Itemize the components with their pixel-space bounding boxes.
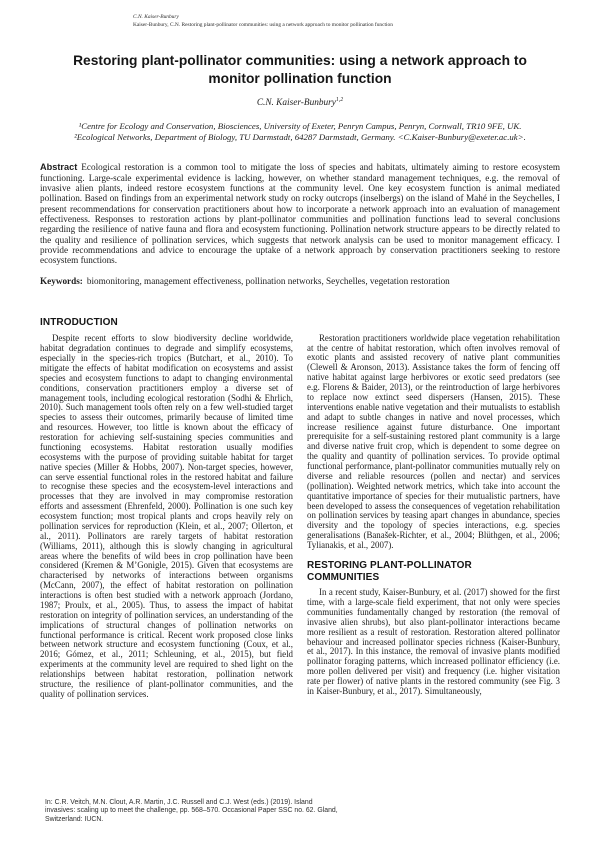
author-name: C.N. Kaiser-Bunbury	[256, 98, 336, 109]
citation-footer: In: C.R. Veitch, M.N. Clout, A.R. Martin, J.C. Russell and C.J. West (eds.) (2019). Island invasives: scaling up to meet the challenge, pp. 568–570. Occasional Paper SSC no. 62. Gland, Switzerland: IUCN.	[45, 799, 338, 823]
author-affiliation-marks: 1,2	[335, 97, 344, 103]
keywords-line	[40, 276, 560, 286]
author-line	[0, 97, 600, 108]
running-head-citation: Kaiser-Bunbury, C.N. Restoring plant-pollinator communities: using a network approach to monitor pollination function	[133, 22, 393, 29]
abstract-paragraph	[40, 162, 560, 265]
section-heading-introduction: INTRODUCTION	[40, 316, 118, 328]
right-column	[307, 317, 560, 700]
abstract-text: Ecological restoration is a common tool to mitigate the loss of species and habitats, ultimately aiming to restore ecosystem functioning. Large-scale experimental evidence is lacking, however, on whether standard management techniques, e.g. the removal of invasive alien plants, indeed restore ecosystem functions at the community level. One key ecosystem function is animal mediated pollination. Based on findings from an experimental network study on rocky outcrops (inselbergs) on the island of Mahé in the Seychelles, I present recommendations for conservation practitioners about how to incorporate a network approach into an evaluation of management effectiveness. Responses to restoration actions by plant-pollinator communities and pollination functions lead to several conclusions regarding the resilience of native fauna and flora and ecosystem functioning. Pollination network structure appears to be directly related to the quality and resilience of pollination services, which suggests that network analysis can be used to monitor management efficacy. I provide recommendations and advice to encourage the uptake of a network approach by conservation practitioners seeking to restore ecosystem functions.	[40, 162, 560, 266]
keywords-label: Keywords:	[40, 275, 83, 286]
running-head	[133, 13, 393, 30]
keywords-text: biomonitoring, management effectiveness, pollination networks, Seychelles, vegetation restoration	[86, 275, 450, 286]
two-column-body	[40, 317, 560, 700]
introduction-paragraph-1: Despite recent efforts to slow biodiversity decline worldwide, habitat degradation continues to degrade and simplify ecosystems, especially in the species-rich tropics (Butchart, et al., 2010). To mitigate the effects of habitat modification on ecosystems and assist species and ecosystem functions to adapt to changing environmental conditions, conservation practitioners employ a diverse set of management tools, including ecological restoration (Sodhi & Ehrlich, 2010). Such management tools often rely on a few well-studied target species to assess their outcomes, primarily because of limited time and resources. However, too little is known about the efficacy of restoration for achieving self-sustaining species communities and functioning ecosystems. Habitat restoration usually modifies ecosystems with the purpose of providing suitable habitat for target native species (Miller & Hobbs, 2007). Non-target species, however, can serve essential functional roles in the restored habitat and failure to recognise these species and the ecosystem-level interactions and processes that they are involved in may compromise restoration efforts and assessment (Ehrenfeld, 2000). Pollination is one such key ecosystem function; most tropical plants and crops heavily rely on pollination services for reproduction (Klein, et al., 2007; Ollerton, et al., 2011). Pollinators are rarely targets of habitat restoration (Williams, 2011), although this is slowly changing in agricultural areas where the benefits of wild bees in crop pollination have been considered (Kremen & M’Gonigle, 2015). Given that ecosystems are characterised by networks of interactions between organisms (McCann, 2007), the effect of habitat restoration on pollination interactions is often best studied with a network approach (Jordano, 1987; Proulx, et al., 2005). Thus, to assess the impact of habitat restoration on integrity of pollination services, an understanding of the implications of structural changes of pollination networks on functional performance is critical. Recent work proposed close links between network structure and ecosystem functioning (Coux, et al., 2016; Gómez, et al., 2011; Schleuning, et al., 2015), but field experiments at the community level are required to shed light on the relationships between habitat restoration, pollination network structure, the resilience of plant-pollinator communities, and the quality of pollination services.	[40, 333, 293, 699]
page-title: Restoring plant-pollinator communities: using a network approach to monitor pollination function	[73, 53, 527, 86]
introduction-paragraph-2: Restoration practitioners worldwide place vegetation rehabilitation at the centre of habitat restoration, which often involves removal of exotic plants and assisted recovery of native plant communities (Clewell & Aronson, 2013). Assistance takes the form of fencing off native habitat against large herbivores or exotic seed predators (see e.g. Florens & Baider, 2013), or the reintroduction of large herbivores to replace now extinct seed dispersers (Hansen, 2015). These interventions enable native vegetation and their mutualists to establish and adapt to subtle changes in native and novel processes, which increase resilience against future disturbance. One important prerequisite for a self-sustaining restored plant community is a large and diverse native fruit crop, which is dependent to some degree on the quality and quantity of pollination services. To provide optimal functional performance, plant-pollinator communities mutually rely on diverse and reliable resources (pollen and nectar) and services (pollination). Weighted network metrics, which take into account the quantitative importance of species for their mutualistic partners, have been developed to assess the consequences of vegetation rehabilitation on pollination services by teasing apart changes in abundance, species diversity and the topology of species interactions, e.g. species generalisations (Banašek-Richter, et al., 2004; Blüthgen, et al., 2006; Tylianakis, et al., 2007).	[307, 332, 560, 551]
section-heading-restoring-communities: RESTORING PLANT-POLLINATOR COMMUNITIES	[307, 559, 472, 583]
restoring-paragraph-1: In a recent study, Kaiser-Bunbury, et al. (2017) showed for the first time, with a large-scale field experiment, that not only were species communities fundamentally changed by restoration (the removal of invasive alien shrubs), but also plant-pollinator interactions became more resilient as a result of restoration. Restoration altered pollinator behaviour and increased pollinator species richness (Kaiser-Bunbury, et al., 2017). In this instance, the removal of invasive plants modified pollinator foraging patterns, which increased pollinator efficiency (i.e. more pollen delivered per visit) and frequency (i.e. higher visitation rate per flower) of native plants in the restored community (see Fig. 3 in Kaiser-Bunbury, et al., 2017). Simultaneously,	[307, 587, 560, 696]
running-head-author: C.N. Kaiser-Bunbury	[133, 14, 179, 20]
left-column	[40, 317, 293, 700]
abstract-label: Abstract	[40, 162, 78, 173]
affiliation-block: ¹Centre for Ecology and Conservation, Biosciences, University of Exeter, Penryn Campus, Penryn, Cornwall, TR10 9FE, UK. ²Ecological Networks, Department of Biology, TU Darmstadt, 64287 Darmstadt, Germany. <C.Kaiser-Bunbury@exeter.ac.uk>.	[74, 121, 526, 142]
